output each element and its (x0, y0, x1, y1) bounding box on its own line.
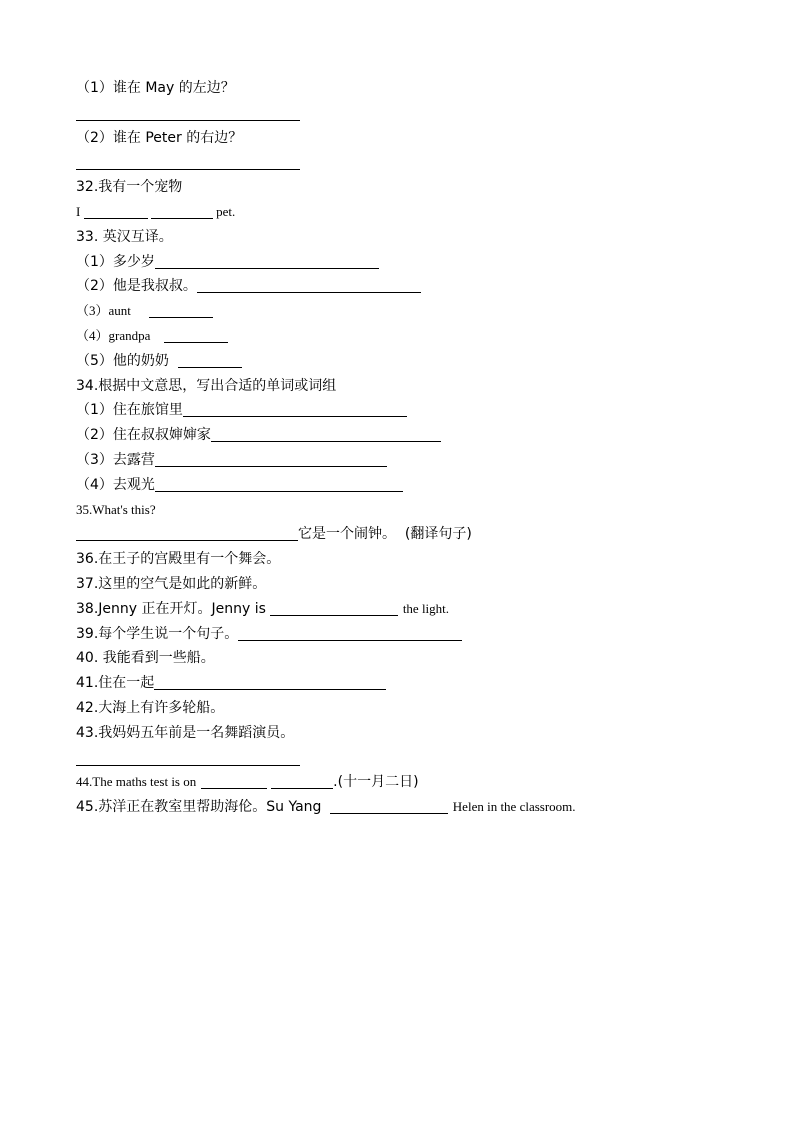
q32-post: pet. (216, 203, 236, 219)
q44-blank-1[interactable] (201, 773, 267, 789)
q32-blank-2[interactable] (151, 203, 213, 219)
q37: 37.这里的空气是如此的新鲜。 (76, 575, 267, 592)
q43: 43.我妈妈五年前是一名舞蹈演员。 (76, 724, 295, 741)
q33-item-3: （3）aunt (76, 299, 726, 324)
q39: 39.每个学生说一个句子。 (76, 622, 726, 647)
q34-item-4: （4）去观光 (76, 473, 726, 498)
q33-blank-4[interactable] (164, 327, 228, 343)
q33-blank-5[interactable] (178, 352, 242, 368)
q34-blank-1[interactable] (183, 401, 407, 417)
q40: 40. 我能看到一些船。 (76, 650, 215, 667)
q31-sub2: （2）谁在 Peter 的右边？ (76, 129, 243, 146)
q41-blank[interactable] (154, 674, 386, 690)
q34-item-2: （2）住在叔叔婶婶家 (76, 423, 726, 448)
q34-blank-4[interactable] (155, 476, 403, 492)
q34-item-3: （3）去露营 (76, 448, 726, 473)
q33-item-1: （1）多少岁 (76, 250, 726, 275)
q32-blank-1[interactable] (84, 203, 148, 219)
q45: 45.苏洋正在教室里帮助海伦。Su Yang Helen in the classroom. (76, 799, 576, 816)
q44: 44.The maths test is on .(十一月二日) (76, 774, 419, 791)
q34-blank-3[interactable] (155, 451, 387, 467)
q36: 36.在王子的宫殿里有一个舞会。 (76, 551, 281, 568)
q33-item-4: （4）grandpa (76, 324, 726, 349)
q33-title: 33. 英汉互译。 (76, 228, 173, 245)
q43-answer-line[interactable] (76, 746, 726, 771)
q32-pre: I (76, 203, 81, 219)
q35-answer: 它是一个闹钟。 (翻译句子) (76, 522, 726, 547)
q38: 38.Jenny 正在开灯。Jenny is the light. (76, 600, 450, 617)
q33-item-5: （5）他的奶奶 (76, 349, 726, 374)
worksheet (76, 76, 726, 820)
q39-blank[interactable] (238, 625, 462, 641)
q42: 42.大海上有许多轮船。 (76, 699, 225, 716)
q33-item-2: （2）他是我叔叔。 (76, 274, 726, 299)
q32-sentence (76, 200, 726, 225)
q33-blank-3[interactable] (149, 302, 213, 318)
q35-title: 35.What's this? (76, 501, 156, 517)
q33-blank-2[interactable] (197, 277, 421, 293)
q31-sub1-answer-line[interactable] (76, 101, 726, 126)
q33-blank-1[interactable] (155, 253, 379, 269)
q35-blank[interactable] (76, 525, 298, 541)
q31-sub1: （1）谁在 May 的左边？ (76, 80, 235, 96)
q41: 41.住在一起 (76, 671, 726, 696)
q34-item-1: （1）住在旅馆里 (76, 398, 726, 423)
q32-title: 32.我有一个宠物 (76, 179, 183, 196)
q34-title: 34.根据中文意思，写出合适的单词或词组 (76, 377, 337, 394)
q45-blank[interactable] (330, 798, 448, 814)
q38-blank[interactable] (270, 600, 398, 616)
q31-sub2-answer-line[interactable] (76, 150, 726, 175)
q44-blank-2[interactable] (271, 773, 333, 789)
q34-blank-2[interactable] (211, 426, 441, 442)
